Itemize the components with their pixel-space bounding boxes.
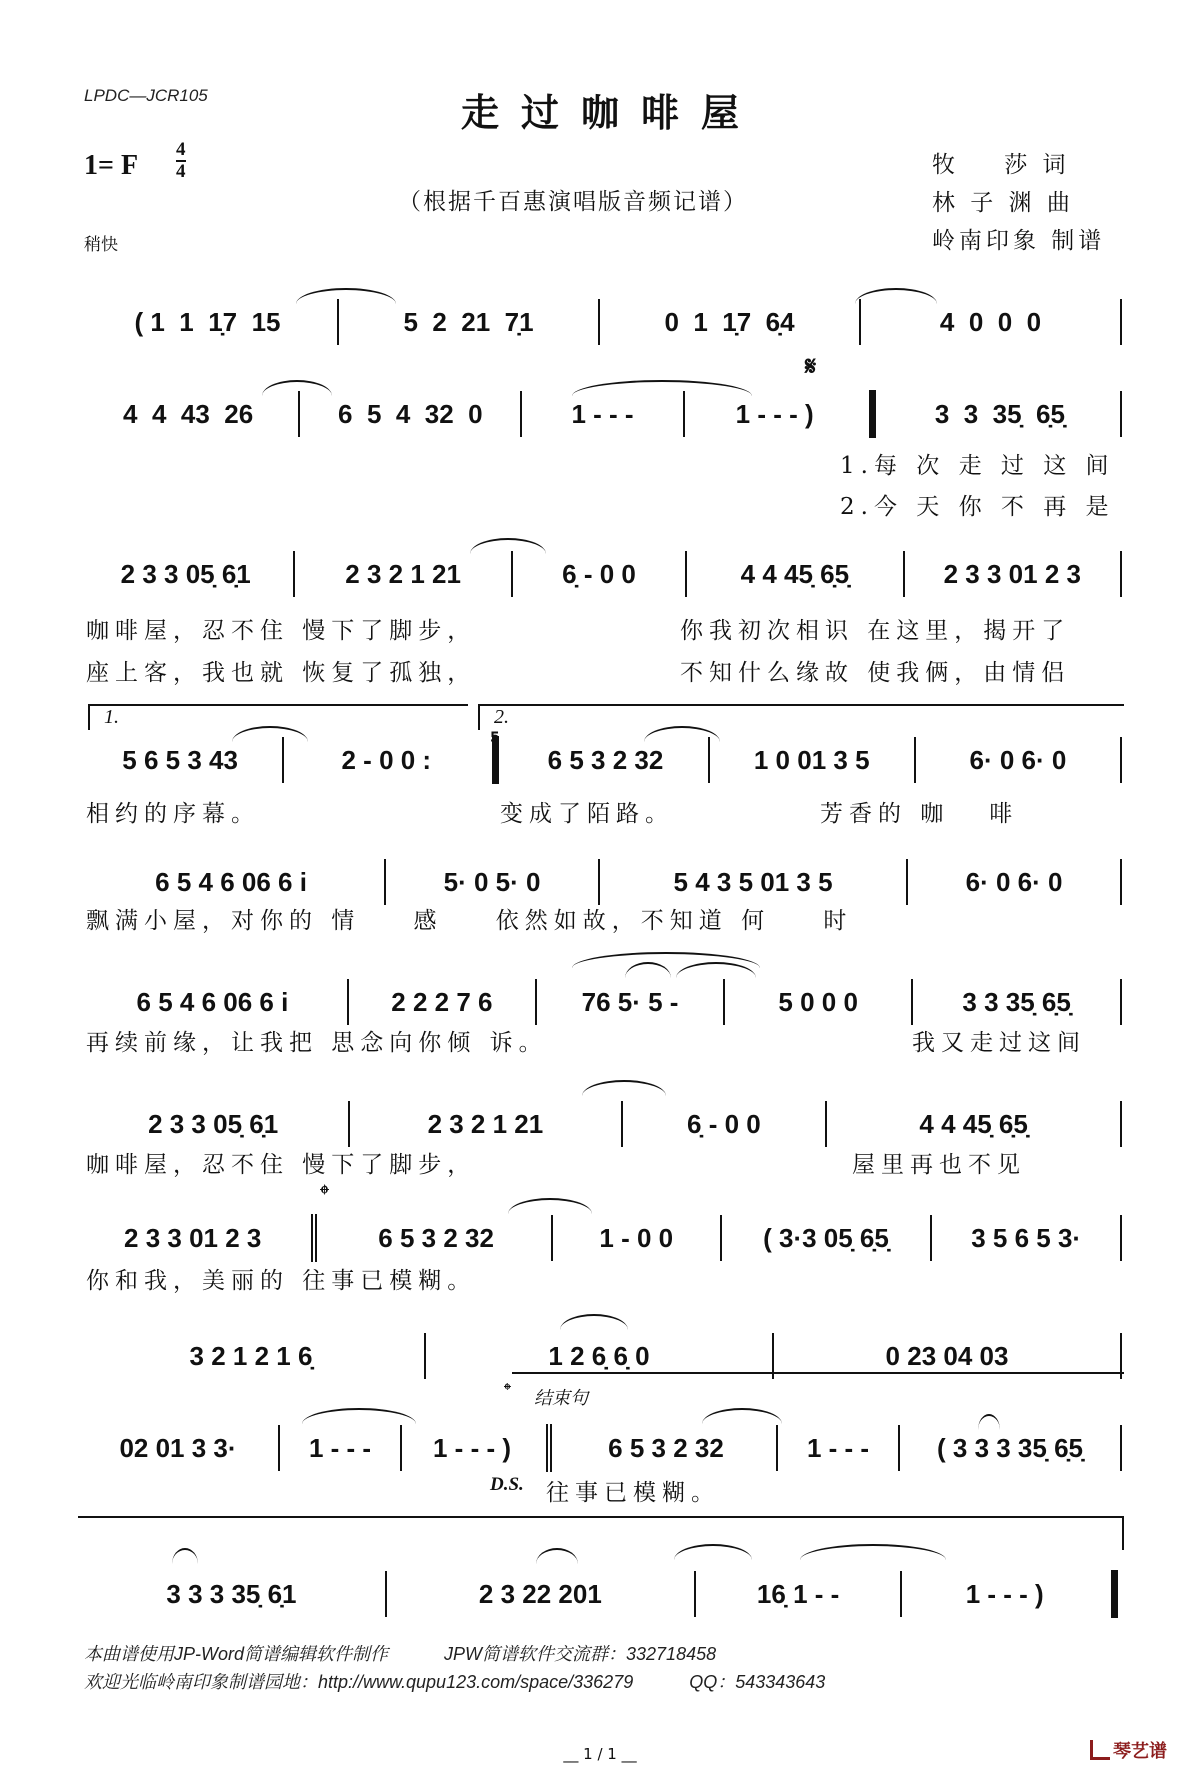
measure: 2 3 2 1 21: [345, 558, 461, 589]
measure: 4 0 0 0: [939, 306, 1042, 337]
tie-slur: [855, 288, 937, 304]
footer-qq: QQ：543343643: [689, 1672, 826, 1692]
measure: 3 2 1 2 1 6̣: [189, 1340, 313, 1371]
lyrics: 咖啡屋，忍不住 慢下了脚步，: [86, 1152, 477, 1178]
subtitle: （根据千百惠演唱版音频记谱）: [398, 189, 748, 215]
tie-slur: [572, 380, 752, 396]
measure: 2 3 22 201: [478, 1578, 602, 1609]
lyrics-verse-2: 2.今 天 你 不 再 是: [840, 494, 1115, 520]
measure: ( 3·3 05̣ 6̣5̣: [763, 1222, 889, 1253]
logo-text: 琴艺谱: [1113, 1741, 1167, 1762]
measure: 2 3 3 01 2 3: [124, 1222, 262, 1253]
lyrics: 再续前缘，让我把 思念向你倾 诉。: [86, 1030, 548, 1056]
page-number: __ 1 / 1 __: [563, 1745, 637, 1763]
staff-line-11: [78, 1564, 1122, 1624]
measure: 2 2 2 7 6: [391, 986, 493, 1017]
time-signature-top: 4: [176, 139, 186, 160]
measure: 5 4 3 5 01 3 5: [673, 866, 833, 897]
measure: 4 4 45̣ 6̣5̣: [919, 1108, 1028, 1139]
coda-bracket: [512, 1372, 1124, 1374]
tie-slur: [302, 1408, 416, 1424]
logo: [1090, 1737, 1167, 1763]
lyrics-verse-2: 不知什么缘故 使我俩，由情侣: [680, 660, 1071, 686]
measure: 1 - - - ): [433, 1432, 511, 1463]
measure: 0 23 04 03: [885, 1340, 1009, 1371]
measure: 6· 0 6· 0: [969, 744, 1067, 775]
tie-slur: [800, 1544, 946, 1560]
tie-slur: [582, 1080, 666, 1096]
staff-line-1: [78, 292, 1122, 352]
song-title: 走过咖啡屋: [460, 90, 761, 135]
footer: [84, 1640, 881, 1696]
tie-slur: [470, 538, 546, 554]
score-code: LPDC—JCR105: [84, 86, 208, 105]
tie-slur: [674, 1544, 752, 1560]
measure: 1 - - -: [571, 398, 634, 429]
measure: 6 5 3 2 32: [378, 1222, 494, 1253]
lyrics: 飘满小屋，对你的 情 感 依然如故，不知道 何 时: [86, 908, 853, 934]
measure: 5 6 5 3 43: [122, 744, 238, 775]
measure: 1 2 6̣ 6̣ 0: [548, 1340, 650, 1371]
lyrics-verse-1: 咖啡屋，忍不住 慢下了脚步，: [86, 618, 477, 644]
measure: 6· 0 6· 0: [965, 866, 1063, 897]
measure: 6̣ - 0 0: [687, 1108, 761, 1139]
measure: 1 - - -: [308, 1432, 372, 1463]
lyricist: 牧 莎 词: [932, 152, 1070, 178]
measure: 4 4 45̣ 6̣5̣: [740, 558, 850, 589]
tie-slur: [262, 380, 332, 396]
volta-2: 2.: [478, 704, 1124, 730]
tie-slur: [978, 1414, 1000, 1430]
footer-group: JPW简谱软件交流群：332718458: [444, 1644, 717, 1664]
volta-1: 1.: [88, 704, 468, 730]
lyrics: 相约的序幕。: [86, 801, 260, 827]
measure: 3 3 35̣ 6̣5̣: [962, 986, 1071, 1017]
piano-logo-icon: [1090, 1740, 1110, 1760]
measure: 5· 0 5· 0: [443, 866, 541, 897]
measure: 5 2 21 7̣1: [403, 306, 534, 337]
lyrics: 你和我，美丽的 往事已模糊。: [86, 1268, 477, 1294]
tie-slur: [172, 1548, 198, 1564]
bracket-end: [1122, 1516, 1124, 1550]
coda-icon: 𝄌: [504, 1378, 511, 1402]
lyrics: 变成了陌路。: [500, 801, 674, 827]
tie-slur: [536, 1548, 578, 1564]
measure: 2 3 3 05̣ 6̣1: [148, 1108, 279, 1139]
time-signature-bottom: 4: [176, 161, 186, 182]
coda-icon: 𝄌: [320, 1180, 329, 1210]
staff-line-6: [78, 972, 1122, 1032]
key-signature: 1= F: [84, 150, 139, 181]
composer: 林 子 渊 曲: [932, 190, 1074, 216]
lyrics-verse-1: 你我初次相识 在这里，揭开了: [680, 618, 1071, 644]
staff-line-10: [78, 1418, 1122, 1478]
lyrics: 芳香的 咖 啡: [820, 801, 1019, 827]
lyrics-verse-2: 座上客，我也就 恢复了孤独，: [86, 660, 477, 686]
measure: 1 - - -: [806, 1432, 870, 1463]
measure: ( 1 1 1̣7 15: [134, 306, 281, 337]
measure: 4 4 43 26: [123, 398, 254, 429]
measure: 6 5 4 32 0: [338, 398, 483, 429]
staff-line-8: [78, 1208, 1122, 1268]
staff-line-9: [78, 1326, 1122, 1386]
measure: 1 - 0 0: [599, 1222, 674, 1253]
measure: 2 - 0 0 :: [341, 744, 432, 775]
measure: 16̣ 1 - -: [756, 1578, 840, 1609]
tie-slur: [560, 1314, 628, 1330]
tie-slur: [702, 1408, 782, 1424]
tempo-marking: 稍快: [84, 235, 118, 255]
measure: 2 3 2 1 21: [427, 1108, 544, 1139]
measure: 02 01 3 3·: [119, 1432, 237, 1463]
lyrics: 往事已模糊。: [546, 1480, 720, 1506]
measure: 76 5· 5 -: [581, 986, 679, 1017]
measure: 6 5 3 2 32: [608, 1432, 724, 1463]
measure: 6̣ - 0 0: [562, 558, 636, 589]
measure: 2 3 3 05̣ 6̣1: [120, 558, 251, 589]
coda-label: 结束句: [534, 1388, 588, 1409]
lyrics-verse-1: 1.每 次 走 过 这 间: [840, 453, 1115, 479]
staff-line-3: [78, 544, 1122, 604]
arranger: 岭南印象 制谱: [932, 228, 1106, 254]
measure: 3 3 35̣ 6̣5̣: [934, 398, 1065, 429]
measure: 1 0 01 3 5: [753, 744, 870, 775]
measure: 2 3 3 01 2 3: [943, 558, 1081, 589]
measure: 1 - - - ): [965, 1578, 1044, 1609]
dal-segno-marking: D.S.: [490, 1474, 524, 1495]
footer-software: 本曲谱使用JP-Word简谱编辑软件制作: [84, 1644, 389, 1664]
time-signature: [176, 140, 186, 182]
coda-bracket: [78, 1516, 1124, 1518]
credits: [932, 146, 1105, 260]
tie-slur: [296, 288, 396, 304]
measure: 6 5 3 2 32: [547, 744, 664, 775]
footer-website[interactable]: 欢迎光临岭南印象制谱园地：http://www.qupu123.com/space/336279: [84, 1672, 634, 1692]
measure: 1 - - - ): [735, 398, 814, 429]
grace-note: 5: [490, 730, 500, 746]
measure: 6 5 4 6 06 6 i: [155, 866, 307, 897]
tie-slur: [508, 1198, 592, 1214]
measure: 3 3 3 35̣ 6̣1: [166, 1578, 297, 1609]
staff-line-7: [78, 1094, 1122, 1154]
segno-icon: 𝄋: [805, 352, 817, 382]
lyrics: 我又走过这间: [912, 1030, 1086, 1056]
measure: 5 0 0 0: [778, 986, 858, 1017]
lyrics: 屋里再也不见: [852, 1152, 1026, 1178]
measure: ( 3 3 3 35̣ 6̣5̣: [937, 1432, 1083, 1463]
measure: 6 5 4 6 06 6 i: [136, 986, 289, 1017]
measure: 3 5 6 5 3·: [971, 1222, 1082, 1253]
measure: 0 1 1̣7 6̣4: [664, 306, 795, 337]
